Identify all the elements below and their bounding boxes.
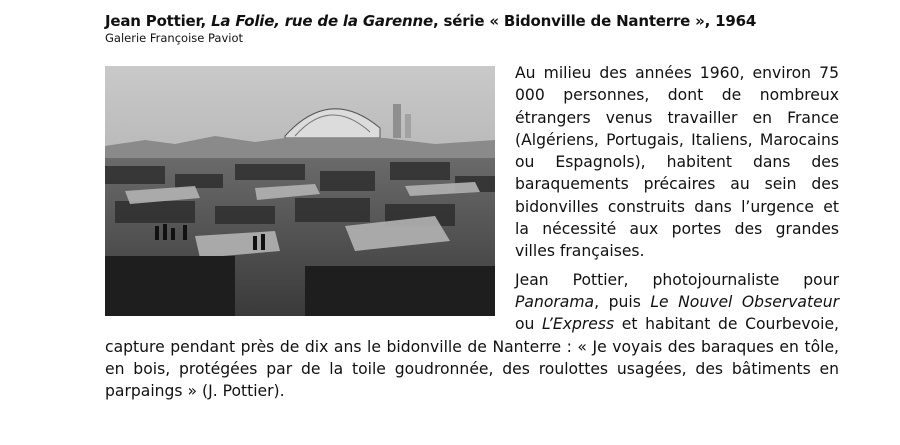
caption-title xyxy=(105,12,839,31)
gallery-credit: Galerie Françoise Paviot xyxy=(105,31,244,45)
paragraph-intro: Au milieu des années 1960, environ 75 000 personnes, dont de nombreux étrangers venus travailler en France (Algériens, Portugais, Italiens, Marocains ou Espagnols), habitent dans des baraquements précaires au sein des bidonvilles construits dans l’urgence et la nécessité aux portes des grandes villes françaises. xyxy=(515,64,839,261)
magazine-panorama: Panorama xyxy=(515,292,595,311)
magazine-express: L’Express xyxy=(542,315,615,334)
p2-part2: , puis xyxy=(594,292,651,311)
work-title: La Folie, rue de la Garenne xyxy=(211,12,433,30)
magazine-nouvel-observateur: Le Nouvel Observateur xyxy=(650,292,839,311)
article xyxy=(105,12,839,408)
p2-part1: Jean Pottier, photojournaliste pour xyxy=(515,270,839,289)
author-name: Jean Pottier, xyxy=(105,12,207,30)
p2-part3: ou xyxy=(515,315,543,334)
bidonville-photo xyxy=(105,66,495,316)
photo-image xyxy=(105,66,495,316)
series-info: , série « Bidonville de Nanterre », 1964 xyxy=(432,12,757,30)
p2-part4: et habitant de Courbevoie, capture pendant près de dix ans le bidonville de Nanterre : « Je voyais des baraques en tôle, en bois, protégées par de la toile goudronnée, des roulottes usagées, des bâtiments en parpaings » (J. Pottier). xyxy=(105,315,839,401)
